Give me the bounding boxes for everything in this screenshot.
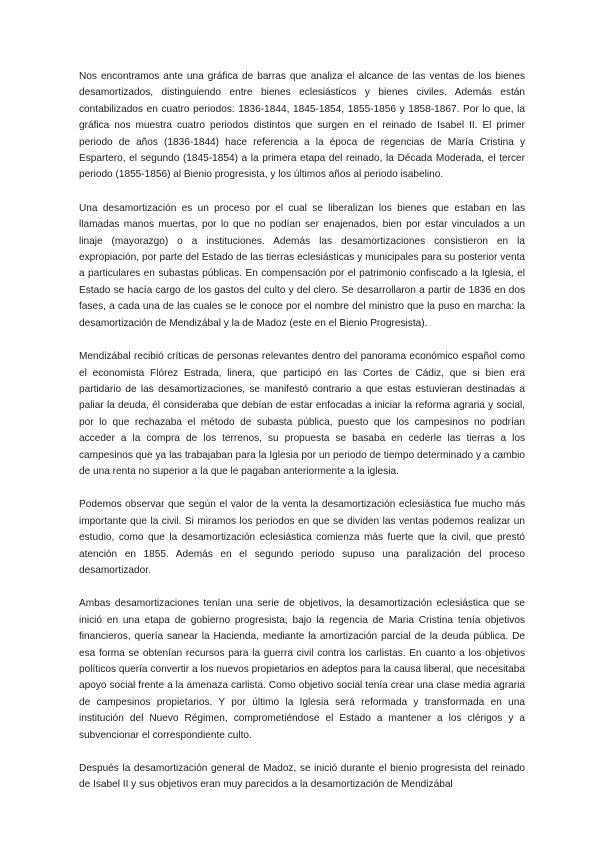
document-page	[79, 69, 525, 794]
paragraph-criticism: Mendizábal recibió críticas de personas relevantes dentro del panorama económico español como el economista Flórez Estrada, linera, que participó en las Cortes de Cádiz, que si bien era partidario de las desamortizaciones, se manifestó contrario a que estas estuvieran destinadas a paliar la deuda, él consideraba que debían de estar enfocadas a iniciar la reforma agraria y social, por lo que rechazaba el método de subasta pública, puesto que los campesinos no podrían acceder a la compra de los terrenos, su propuesta se basaba en cederle las tierras a los campesinos que ya las trabajaban para la Iglesia por un periodo de tiempo determinado y a cambio de una renta no superior a la que le pagaban anteriormente a la iglesia.	[79, 351, 525, 477]
paragraph-definition: Una desamortización es un proceso por el cual se liberalizan los bienes que estaban en las llamadas manos muertas, por lo que no podían ser enajenados, bien por estar vinculados a un linaje (mayorazgo) o a instituciones. Además las desamortizaciones consistieron en la expropiación, por parte del Estado de las tierras eclesiásticas y municipales para su posterior venta a particulares en subastas públicas. En compensación por el patrimonio confiscado a la Iglesia, el Estado se hacía cargo de los gastos del culto y del clero. Se desarrollaron a partir de 1836 en dos fases, a cada una de las cuales se le conoce por el nombre del ministro que la puso en marcha: la desamortización de Mendizábal y la de Madoz (este en el Bienio Progresista).	[79, 202, 525, 329]
paragraph-observation: Podemos observar que según el valor de la venta la desamortización eclesiástica fue mucho más importante que la civil. Si miramos los periodos en que se dividen las ventas podemos realizar un estudio, como que la desamortización eclesiástica comienza más fuerte que la civil, que prestó atención en 1855. Además en el segundo periodo supuso una paralización del proceso desamortizador.	[79, 499, 525, 576]
paragraph-chart-intro: Nos encontramos ante una gráfica de barras que analiza el alcance de las ventas de los bienes desamortizados, distinguiendo entre bienes eclesiásticos y bienes civiles. Además están contabilizados en cuatro periodos: 1836-1844, 1845-1854, 1855-1856 y 1858-1867. Por lo que, la gráfica nos muestra cuatro periodos distintos que surgen en el reinado de Isabel II. El primer periodo de años (1836-1844) hace referencia a la época de regencias de María Cristina y Espartero, el segundo (1845-1854) a la primera etapa del reinado, la Década Moderada, el tercer periodo (1855-1856) al Bienio progresista, y los últimos años al periodo isabelino.	[79, 71, 525, 181]
paragraph-madoz: Después la desamortización general de Madoz, se inició durante el bienio progresista del reinado de Isabel II y sus objetivos eran muy parecidos a la desamortización de Mendizábal	[79, 763, 525, 791]
paragraph-objectives: Ambas desamortizaciones tenían una serie de objetivos, la desamortización eclesiástica que se inició en una etapa de gobierno progresista, bajo la regencia de Maria Cristina tenía objetivos financieros, quería sanear la Hacienda, mediante la amortización parcial de la deuda pública. De esa forma se obtenían recursos para la guerra civil contra los carlistas. En cuanto a los objetivos políticos quería convertir a los nuevos propietarios en adeptos para la causa liberal, que necesitaba apoyo social frente a la amenaza carlista. Como objetivo social tenía crear una clase media agraria de campesinos propietarios. Y por último la Iglesia será reformada y transformada en una institución del Nuevo Régimen, comprometiéndose el Estado a mantener a los clérigos y a subvencionar el correspondiente culto.	[79, 598, 525, 741]
